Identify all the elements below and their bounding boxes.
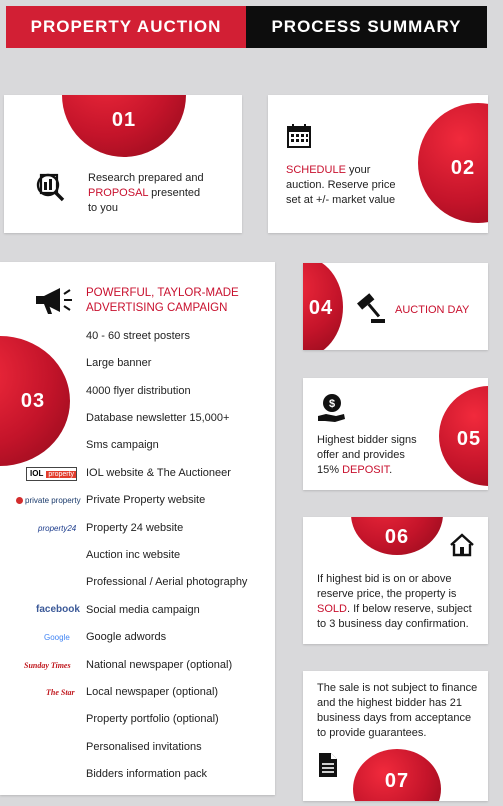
- step-07-card: [303, 671, 488, 801]
- list-item: National newspaper (optional): [86, 659, 233, 671]
- sunday-times-logo: Sunday Times: [24, 661, 71, 670]
- list-item: Sms campaign: [86, 439, 159, 451]
- step-01-number: 01: [111, 109, 137, 131]
- megaphone-icon: [32, 284, 74, 318]
- step-02-text: SCHEDULE your auction. Reserve price set at +/- market value: [286, 164, 396, 206]
- step-07-number: 07: [384, 770, 410, 792]
- step-04-label: AUCTION DAY: [395, 304, 470, 316]
- step-06-number: 06: [384, 526, 410, 548]
- list-item: Personalised invitations: [86, 741, 202, 753]
- step-06-text: If highest bid is on or above reserve price, the property is SOLD. If below reserve, subject to 3 business day confirmation.: [317, 573, 472, 630]
- private-property-logo: private property: [16, 496, 81, 505]
- list-item: IOL website & The Auctioneer: [86, 467, 231, 479]
- money-hand-icon: [317, 392, 347, 424]
- step-04-number: 04: [308, 297, 334, 319]
- list-item: Database newsletter 15,000+: [86, 412, 230, 424]
- list-item: Private Property website: [86, 494, 206, 506]
- list-item: 40 - 60 street posters: [86, 330, 190, 342]
- step-01-card: [4, 95, 242, 233]
- research-magnifier-icon: [34, 170, 74, 202]
- step-06-card: [303, 517, 488, 644]
- facebook-logo: facebook: [36, 604, 80, 615]
- list-item: 4000 flyer distribution: [86, 385, 191, 397]
- google-logo: Google: [44, 633, 70, 642]
- gavel-icon: [353, 291, 387, 325]
- step-05-card: [303, 378, 488, 490]
- list-item: Large banner: [86, 357, 152, 369]
- step-03-title: POWERFUL, TAYLOR-MADE ADVERTISING CAMPAIGN: [86, 287, 239, 314]
- list-item: Local newspaper (optional): [86, 686, 219, 698]
- svg-text:$: $: [328, 398, 336, 410]
- step-02-card: [268, 95, 488, 233]
- list-item: Professional / Aerial photography: [86, 576, 248, 588]
- step-07-text: The sale is not subject to finance and the highest bidder has 21 business days from acceptance to provide guarantees.: [317, 682, 478, 739]
- step-05-text: Highest bidder signs offer and provides 15% DEPOSIT.: [317, 434, 417, 476]
- house-icon: [449, 533, 475, 557]
- header-left-title: PROPERTY AUCTION: [6, 6, 246, 48]
- header-right-title: PROCESS SUMMARY: [246, 6, 487, 48]
- list-item: Auction inc website: [86, 549, 181, 561]
- list-item: Google adwords: [86, 631, 167, 643]
- step-02-number: 02: [450, 157, 476, 179]
- step-03-card: [0, 262, 275, 795]
- pin-icon: [16, 497, 23, 504]
- step-04-card: [303, 263, 488, 350]
- step-03-number: 03: [20, 390, 46, 412]
- list-item: Social media campaign: [86, 604, 200, 616]
- list-item: Property 24 website: [86, 522, 184, 534]
- step-05-number: 05: [456, 428, 482, 450]
- calendar-icon: [286, 123, 312, 149]
- iol-logo: IOL property: [26, 467, 77, 481]
- document-icon: [317, 751, 339, 779]
- list-item: Property portfolio (optional): [86, 713, 219, 725]
- list-item: Bidders information pack: [86, 768, 208, 780]
- property24-logo: property24: [38, 524, 77, 533]
- the-star-logo: The Star: [46, 688, 75, 697]
- step-01-text: Research prepared and PROPOSAL presented to you: [88, 172, 204, 214]
